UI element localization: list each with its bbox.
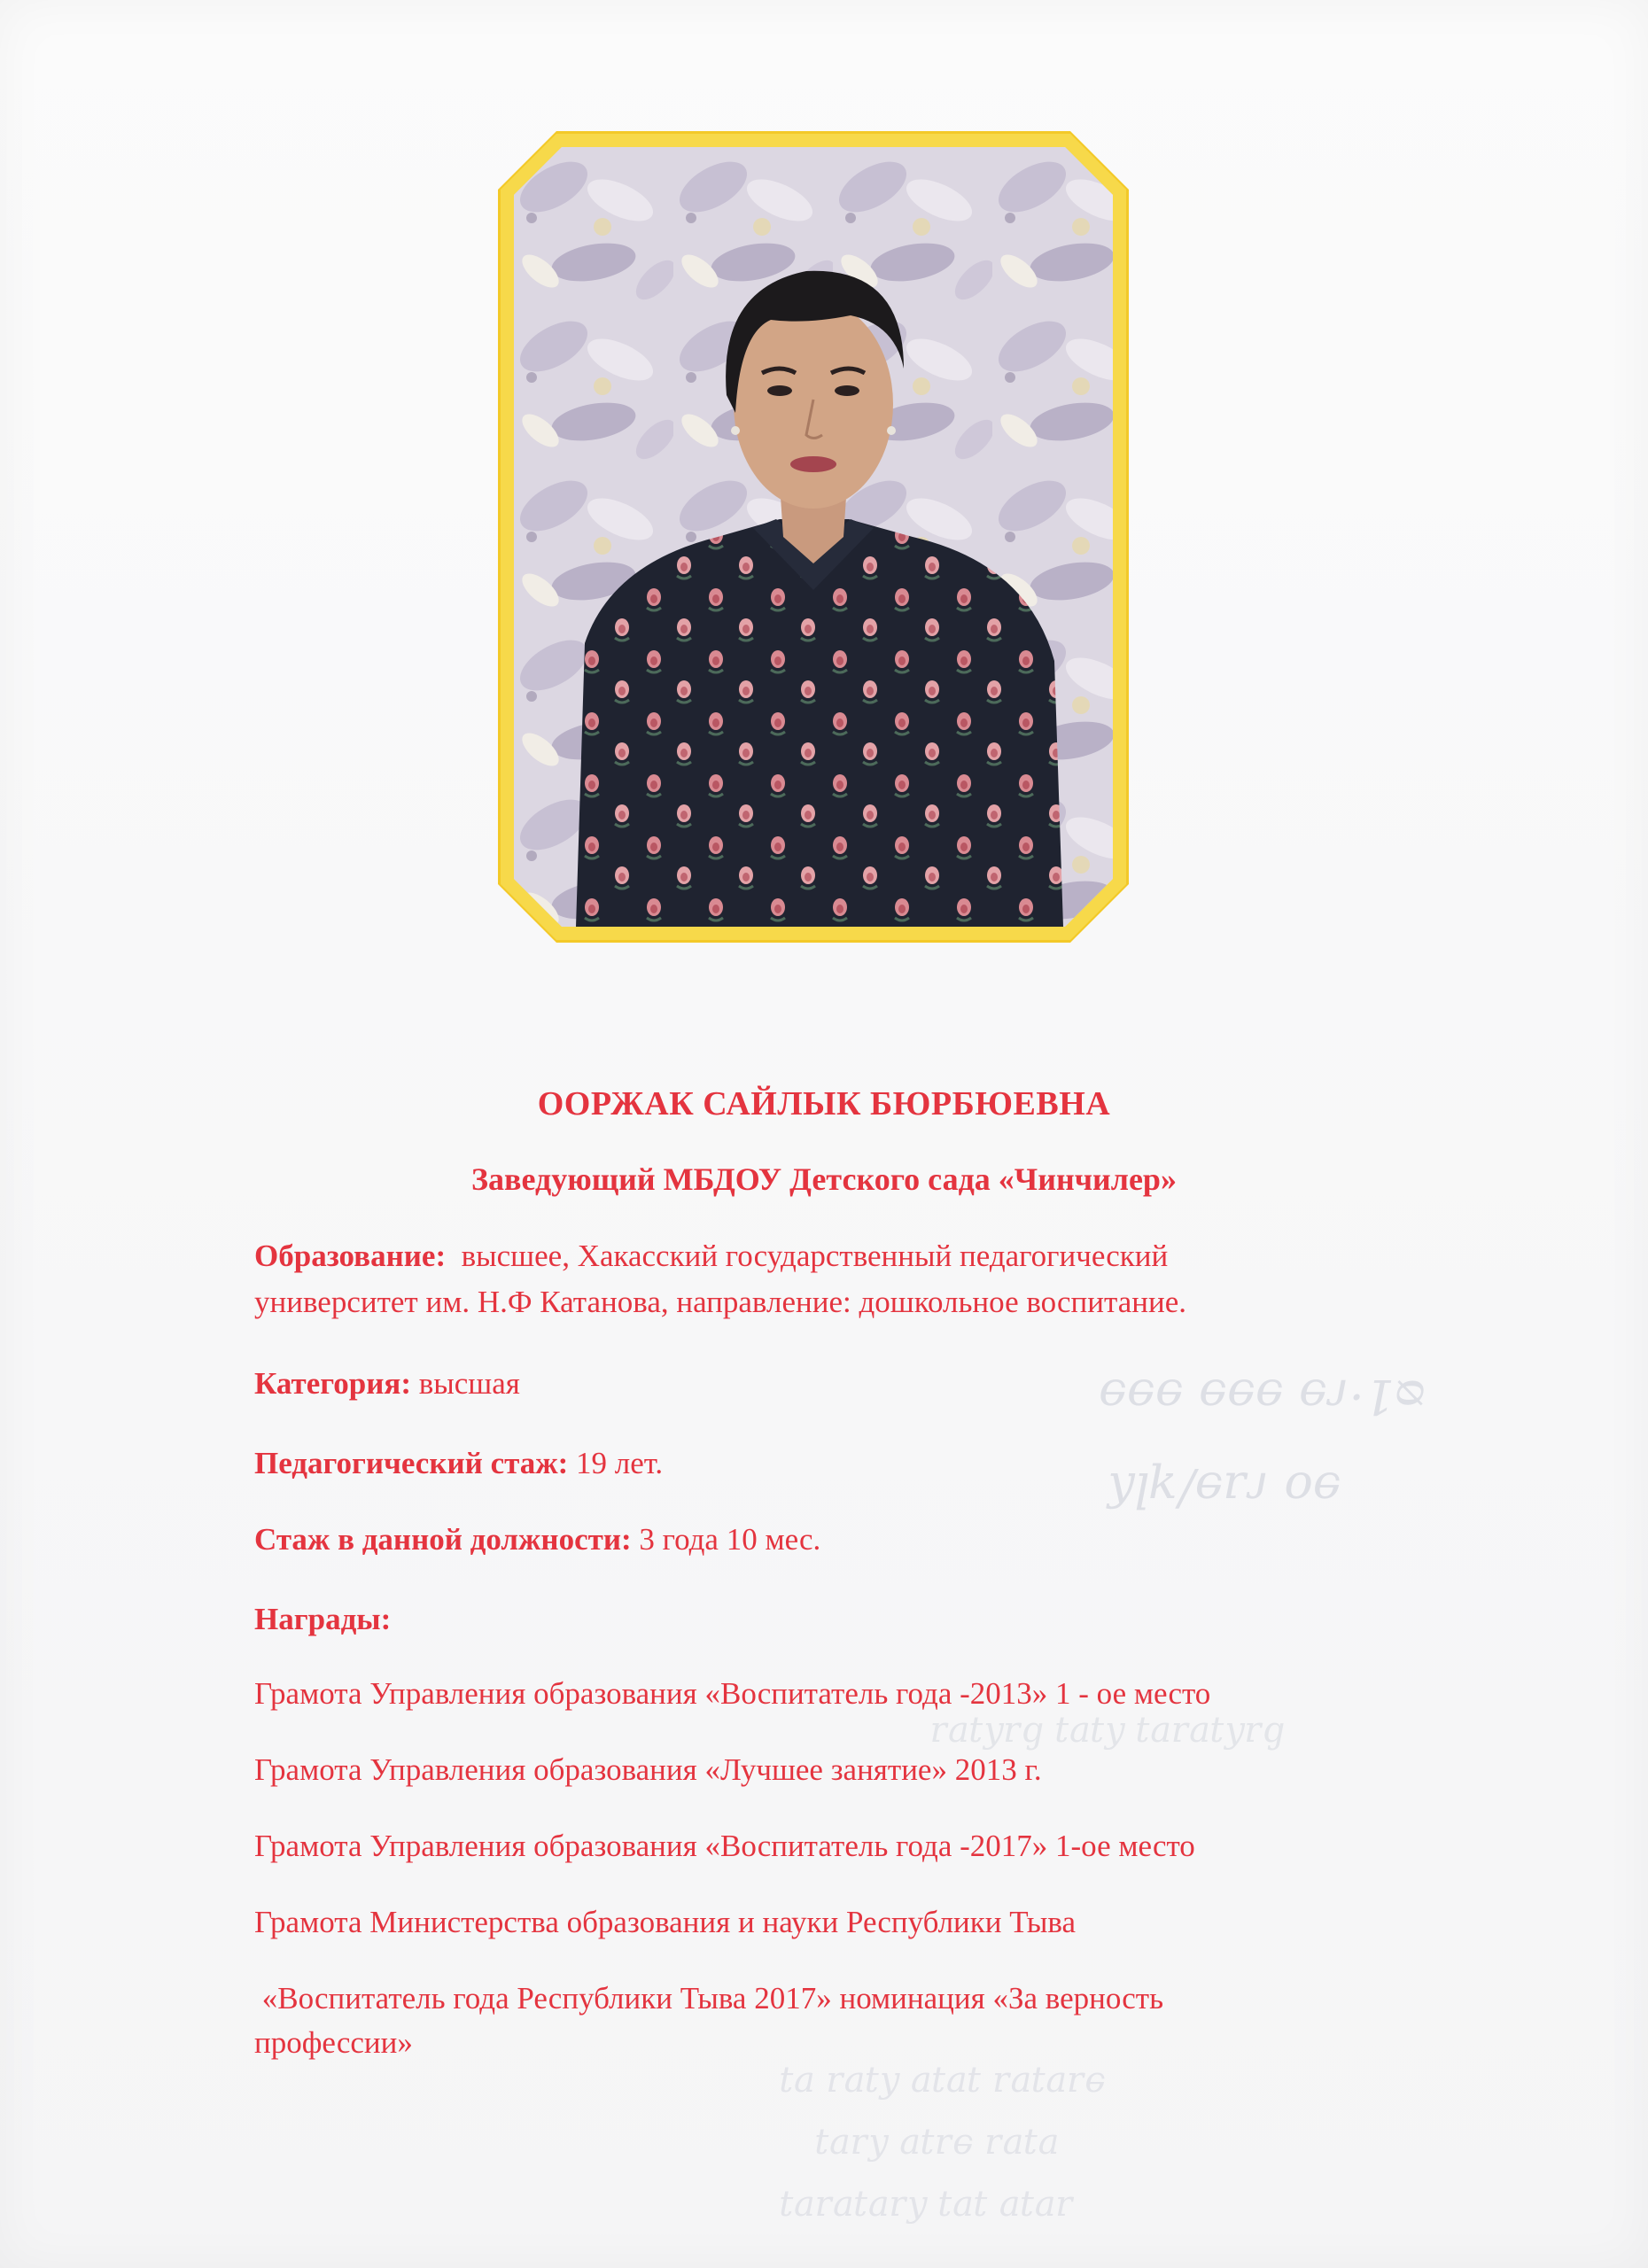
education-value-line1: высшее, Хакасский государственный педагогический: [461, 1239, 1169, 1273]
bleed-through-text: ɓɹʎʇɐɹɐʇ ʎʇɐʇ ɓɹʎʇɐɹ: [930, 1714, 1286, 1755]
education-field: [254, 1233, 1495, 1325]
award-item: Грамота Управления образования «Лучшее занятие» 2013 г.: [254, 1752, 1042, 1787]
pedagogical-experience-value: 19 лет.: [576, 1446, 664, 1480]
awards-label: Награды:: [254, 1602, 392, 1636]
pedagogical-experience-label: Педагогический стаж:: [254, 1446, 569, 1480]
bleed-through-text: ɐʇɐɹ ɘɹʇɐ ʎɹɐʇ: [815, 2126, 1060, 2167]
person-position: Заведующий МБДОУ Детского сада «Чинчилер»: [471, 1161, 1177, 1197]
award-item: «Воспитатель года Республики Тыва 2017» номинация «За верность: [254, 1981, 1164, 2016]
pedagogical-experience-field: [254, 1441, 1495, 1487]
category-label: Категория:: [254, 1366, 411, 1401]
position-experience-field: [254, 1517, 1495, 1563]
bleed-through-text: ɘɹɐʇɐɹ ʇɐʇɐ ʎʇɐɹ ɐʇ: [780, 2064, 1106, 2105]
education-label: Образование:: [254, 1239, 447, 1273]
position-experience-value: 3 года 10 мес.: [639, 1522, 821, 1557]
award-item: профессии»: [254, 2025, 413, 2060]
bleed-through-text: ɹɐʇɐ ʇɐʇ ʎɹɐʇɐɹɐʇ: [780, 2188, 1074, 2229]
photo-frame: [498, 131, 1129, 943]
award-item: Грамота Управления образования «Воспитатель года -2017» 1-ое место: [254, 1829, 1195, 1863]
bleed-through-text: ɘo ɾɹɘ/ʞlʎ: [1108, 1462, 1341, 1518]
awards-heading: [254, 1596, 1495, 1643]
award-item: Грамота Министерства образования и науки Республики Тыва: [254, 1905, 1077, 1939]
category-value: высшая: [418, 1366, 520, 1401]
portrait-photo: [514, 147, 1113, 927]
person-name: ООРЖАК САЙЛЫК БЮРБЮЕВНА: [537, 1085, 1111, 1122]
bleed-through-text: ᴓ1·ɾɘ ɘɘɘ ɘɘɘ: [1099, 1369, 1426, 1425]
education-value-line2: университет им. Н.Ф Катанова, направление: дошкольное воспитание.: [254, 1285, 1187, 1319]
award-item: Грамота Управления образования «Воспитатель года -2013» 1 - ое место: [254, 1676, 1211, 1711]
category-field: [254, 1361, 1495, 1407]
position-experience-label: Стаж в данной должности:: [254, 1522, 632, 1557]
